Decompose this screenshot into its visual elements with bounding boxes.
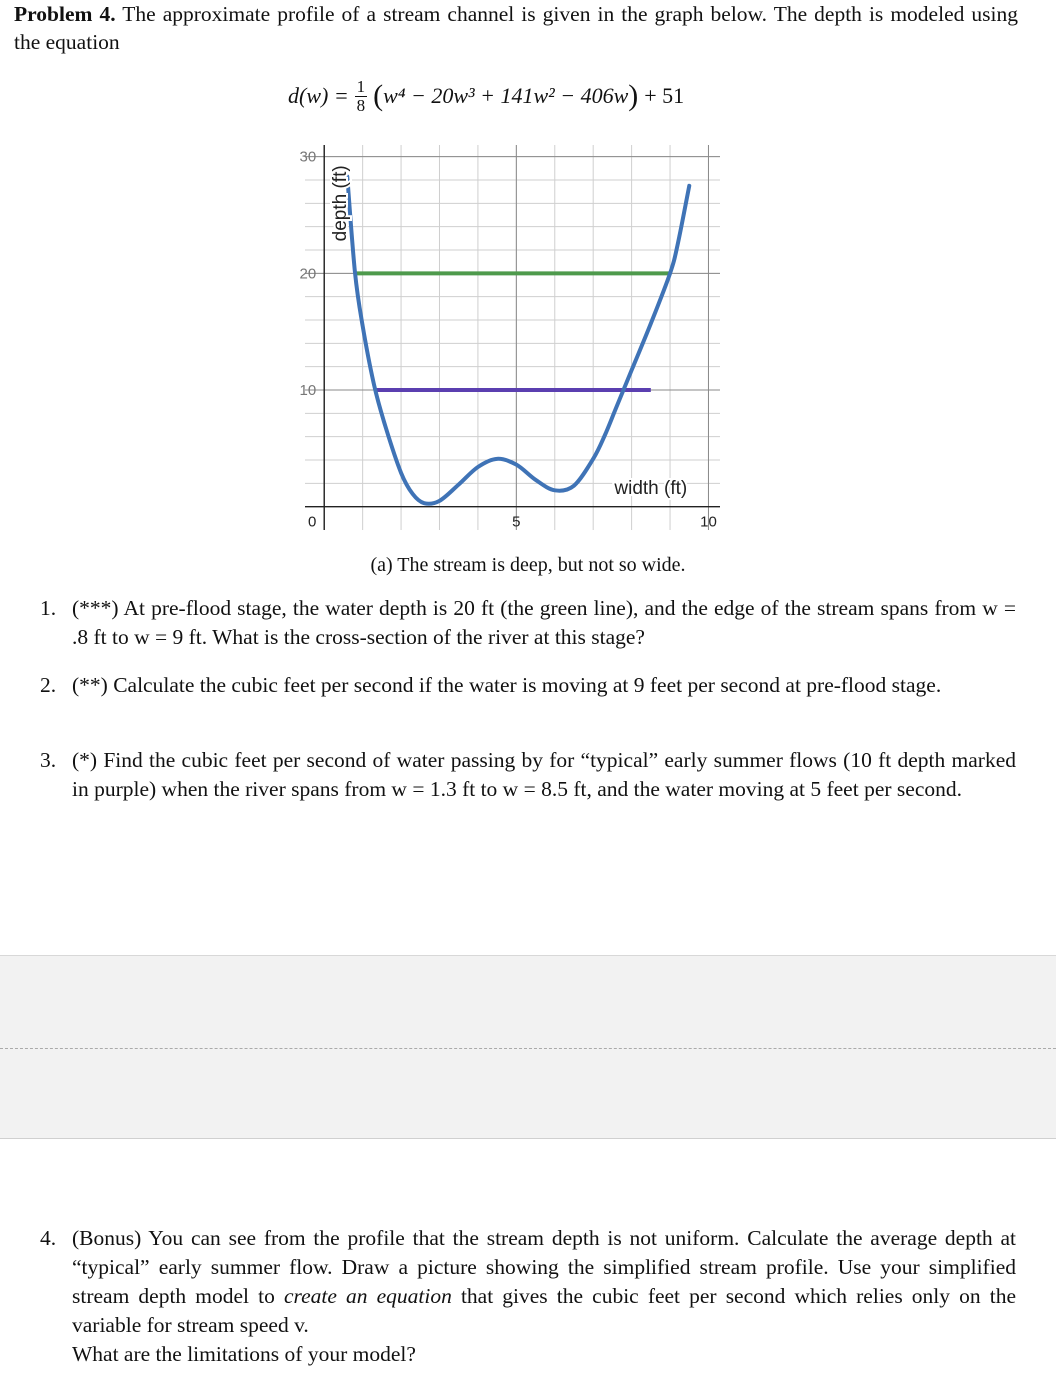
question-2-number: 2. [40,673,57,697]
question-3-number: 3. [40,748,57,772]
question-4 [40,1224,1016,1369]
equation-fraction [355,78,368,115]
answer-divider [0,1048,1056,1049]
question-3-text: (*) Find the cubic feet per second of water passing by for “typical” early summer flows (10 ft depth marked in purple) when the river spans from w = 1.3 ft to w = 8.5 ft, and the water moving at 5 feet per second. [72,748,1016,801]
equation-constant: + 51 [644,83,685,108]
y-tick-label: 20 [300,265,317,283]
question-1-number: 1. [40,596,57,620]
x-axis-label: width (ft) [614,477,688,499]
question-4-list [40,1224,1016,1369]
question-1-text: (***) At pre-flood stage, the water depth is 20 ft (the green line), and the edge of the stream spans from w = .8 ft to w = 9 ft. What is the cross-section of the river at this stage? [72,596,1016,649]
close-paren: ) [628,79,639,112]
question-3 [40,746,1016,804]
question-2-text: (**) Calculate the cubic feet per second if the water is moving at 9 feet per second at pre-flood stage. [72,673,942,697]
equation-polynomial: w⁴ − 20w³ + 141w² − 406w [383,83,629,108]
open-paren: ( [373,79,384,112]
question-4-emphasis: create an equation [283,1284,452,1308]
question-4-text-b: that gives the cubic feet per second which relies only on the variable for stream speed v. [72,1284,1017,1337]
problem-label: Problem 4. [14,2,116,26]
y-axis-label: depth (ft) [330,165,352,242]
y-tick-label: 30 [300,148,317,166]
depth-curve [347,177,689,504]
question-2 [40,671,1016,700]
equation-lhs: d(w) = [288,83,349,108]
y-tick-label: 10 [300,382,317,399]
question-4-number: 4. [40,1226,57,1250]
question-4-text-c: What are the limitations of your model? [72,1342,416,1366]
x-tick-label: 0 [308,513,317,531]
question-4-text-a: (Bonus) You can see from the profile that the stream depth is not uniform. Calculate the average depth at “typical” early summer flow. Draw a picture showing the simplified stream profile. Use your simplified stream depth model to [72,1226,1016,1308]
depth-equation [288,66,684,126]
figure-caption: (a) The stream is deep, but not so wide. [370,554,686,576]
question-1 [40,594,1016,652]
stream-profile-chart [300,140,730,540]
question-3-list [40,746,1016,804]
problem-intro [14,0,1018,56]
fraction-numerator: 1 [356,76,366,96]
x-tick-label: 10 [700,513,717,531]
x-tick-label: 5 [512,513,521,531]
problem-intro-text: The approximate profile of a stream channel is given in the graph below. The depth is modeled using the equation [14,2,1018,54]
chart-svg [300,140,730,540]
answer-area [0,955,1056,1139]
question-2-list [40,671,1016,700]
fraction-denominator: 8 [356,95,366,115]
question-1-list [40,594,1016,652]
